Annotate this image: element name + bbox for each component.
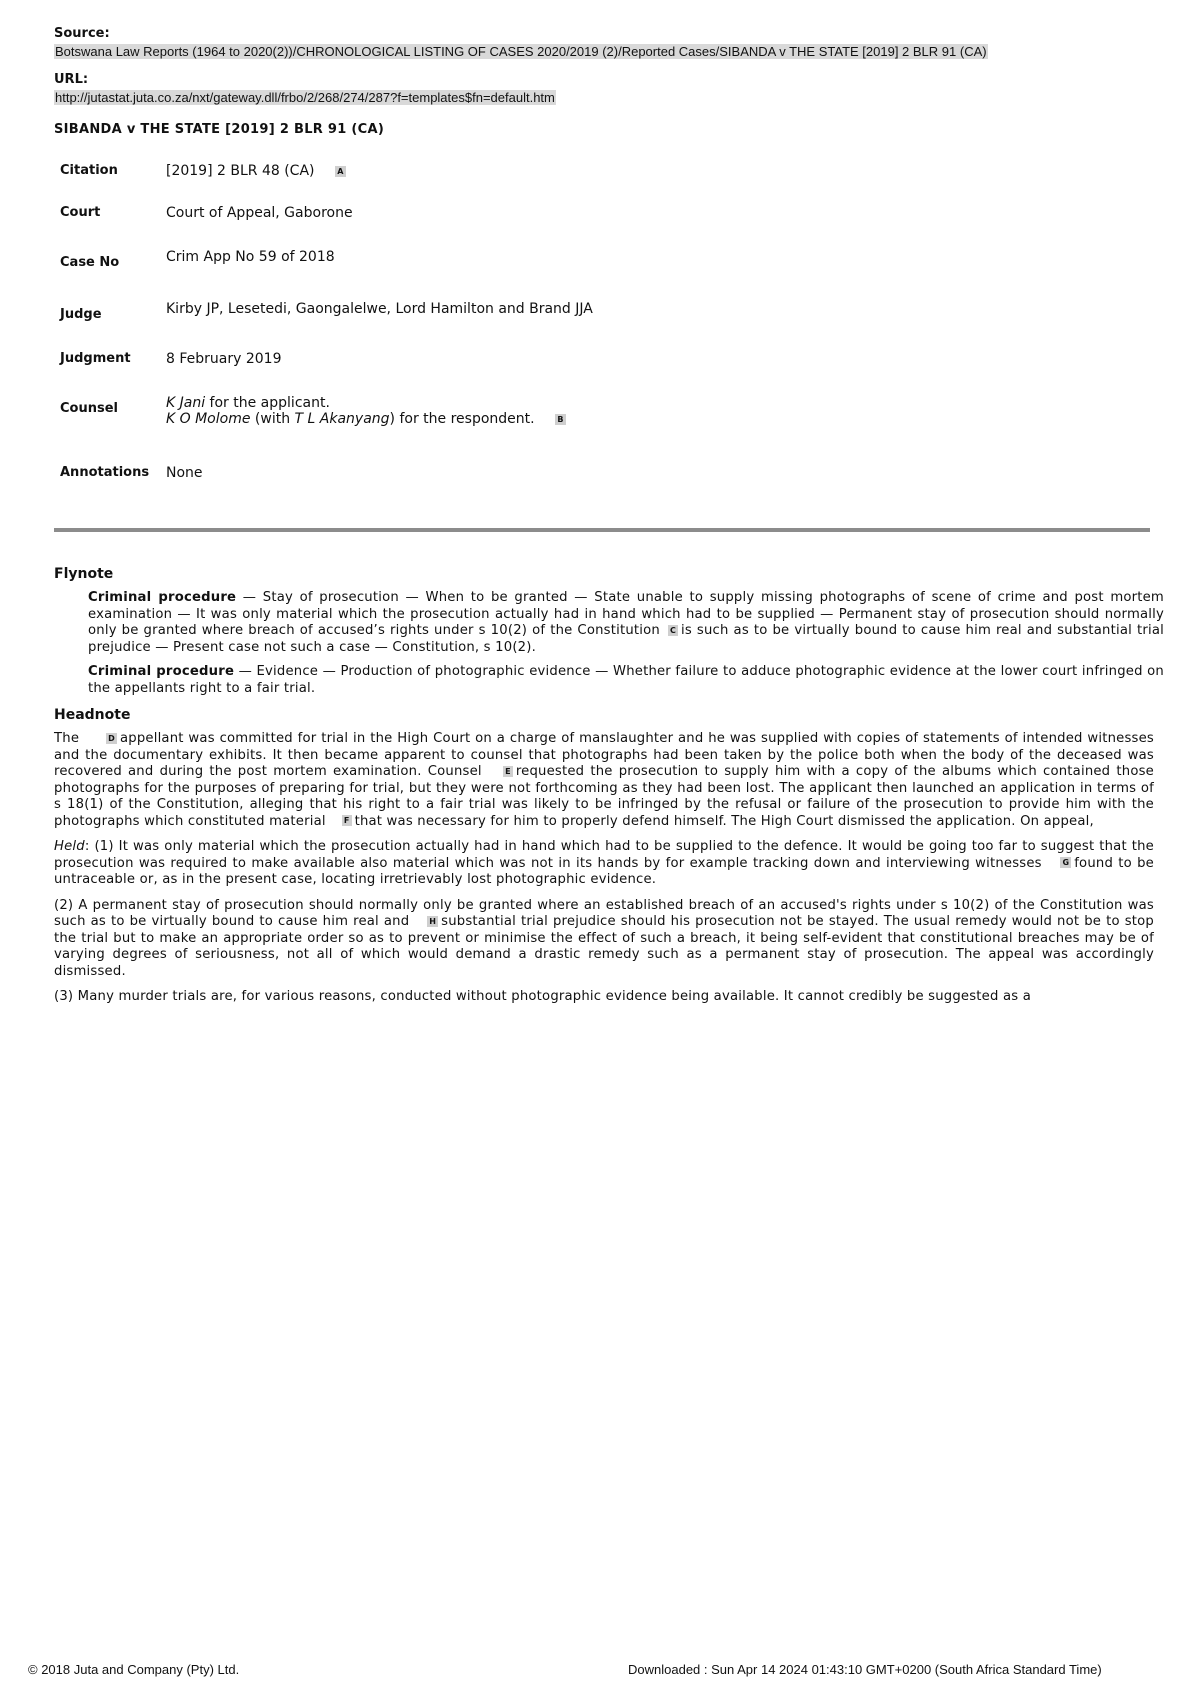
page-marker-a: A (337, 166, 344, 176)
judge-row (60, 301, 593, 351)
source-path[interactable]: Botswana Law Reports (1964 to 2020(2))/CHRONOLOGICAL LISTING OF CASES 2020/2019 (2)/Reported Cases/SIBANDA v THE STATE [2019] 2 BLR 91 (CA) (55, 44, 987, 59)
judge-value: Kirby JP, Lesetedi, Gaongalelwe, Lord Hamilton and Brand JJA (166, 301, 593, 317)
counsel-respondent: K O Molome (with T L Akanyang) for the respondent. B (166, 411, 564, 427)
headnote-paragraph: The D appellant was committed for trial in the High Court on a charge of manslaughter and he was supplied with copies of statements of intended witnesses and the documentary exhibits. It then became apparent to counsel that photographs had been taken by the police both when the body of the deceased was recovered and during the post mortem examination. Counsel E requested the prosecution to supply him with a copy of the albums which contained those photographs for the purposes of preparing for trial, but they were not forthcoming as they had been lost. The applicant then launched an application in terms of s 18(1) of the Constitution, alleging that his right to a fair trial was likely to be infringed by the refusal or failure of the prosecution to provide him with the photographs which constituted material F that was necessary for him to properly defend himself. The High Court dismissed the application. On appeal, (54, 731, 1155, 829)
page-marker-e: E (505, 766, 511, 776)
headnote-paragraph: Held: (1) It was only material which the prosecution actually had in hand which had to be supplied to the defence. It would be going too far to suggest that the prosecution was required to make available also material which was not in its hands by for example tracking down and interviewing witnesses G found to be untraceable or, as in the present case, locating irretrievably lost photographic evidence. (54, 839, 1154, 887)
headnote-heading: Headnote (54, 707, 131, 723)
counsel-row (60, 395, 593, 465)
case-title: SIBANDA v THE STATE [2019] 2 BLR 91 (CA) (54, 122, 385, 137)
source-label: Source: (54, 26, 110, 41)
judgment-date-row (60, 351, 593, 395)
page-marker-c: C (669, 625, 677, 635)
annotations-value: None (166, 465, 203, 481)
counsel-applicant: K Jani for the applicant. (166, 395, 330, 411)
counsel-value (166, 395, 593, 465)
citation-value: [2019] 2 BLR 48 (CA) (166, 163, 315, 179)
court-row (60, 205, 593, 249)
court-value: Court of Appeal, Gaborone (166, 205, 353, 221)
document-body (54, 566, 1164, 1006)
page-marker-d: D (108, 733, 115, 743)
counsel-respondent-name: K O Molome (166, 411, 251, 427)
counsel-applicant-name: K Jani (166, 395, 206, 411)
judgment-value: 8 February 2019 (166, 351, 282, 367)
counsel-key: Counsel (60, 401, 118, 416)
headnote-paragraph: (2) A permanent stay of prosecution should normally only be granted where an established breach of an accused's rights under s 10(2) of the Constitution was such as to be virtually bound to cause him real and H substantial trial prejudice should his prosecution not be stayed. The usual remedy would not be to stop the trial but to make an appropriate order so as to prevent or minimise the effect of such a breach, it being self-evident that constitutional breaches may be of varying degrees of seriousness, not all of which would demand a drastic remedy such as a permanent stay of prosecution. The appeal was accordingly dismissed. (54, 897, 1154, 979)
citation-key: Citation (60, 163, 118, 178)
flynote-paragraph: Criminal procedure — Evidence — Production of photographic evidence — Whether failure to adduce photographic evidence at the lower court infringed on the appellants right to a fair trial. (88, 664, 1164, 696)
annotations-key: Annotations (60, 465, 150, 480)
section-divider (54, 528, 1150, 532)
judgment-key: Judgment (60, 351, 131, 366)
case-number-row (60, 249, 593, 301)
case-number-key: Case No (60, 255, 120, 270)
flynote-paragraph: Criminal procedure — Stay of prosecution — When to be granted — State unable to supply missing photographs of scene of crime and post mortem examination — It was only material which the prosecution actually had in hand which had to be supplied — Permanent stay of prosecution should normally only be granted where breach of accused’s rights under s 10(2) of the Constitution C is such as to be virtually bound to cause him real and substantial trial prejudice — Present case not such a case — Constitution, s 10(2). (88, 590, 1164, 655)
headnote-section (54, 731, 1154, 1006)
page-marker-g: G (1062, 858, 1070, 867)
page-marker-f: F (343, 816, 350, 825)
flynote-section (88, 590, 1164, 697)
judge-key: Judge (60, 307, 102, 322)
footer-copyright: © 2018 Juta and Company (Pty) Ltd. (28, 1662, 240, 1677)
flynote-heading: Flynote (54, 566, 114, 582)
page-marker-h: H (429, 916, 437, 926)
citation-row (60, 163, 593, 205)
document-page (54, 26, 1154, 495)
footer-download-timestamp: Downloaded : Sun Apr 14 2024 01:43:10 GMT+0200 (South Africa Standard Time) (628, 1662, 1102, 1677)
case-number-value: Crim App No 59 of 2018 (166, 249, 335, 265)
source-url-link[interactable]: http://jutastat.juta.co.za/nxt/gateway.dll/frbo/2/268/274/287?f=templates$fn=default.htm (55, 90, 555, 105)
case-metadata-table (60, 163, 593, 495)
annotations-row (60, 465, 593, 495)
page-marker-b: B (557, 414, 564, 424)
headnote-paragraph: (3) Many murder trials are, for various reasons, conducted without photographic evidence being available. It cannot credibly be suggested as a (54, 989, 1031, 1004)
url-label: URL: (54, 72, 89, 87)
court-key: Court (60, 205, 101, 220)
